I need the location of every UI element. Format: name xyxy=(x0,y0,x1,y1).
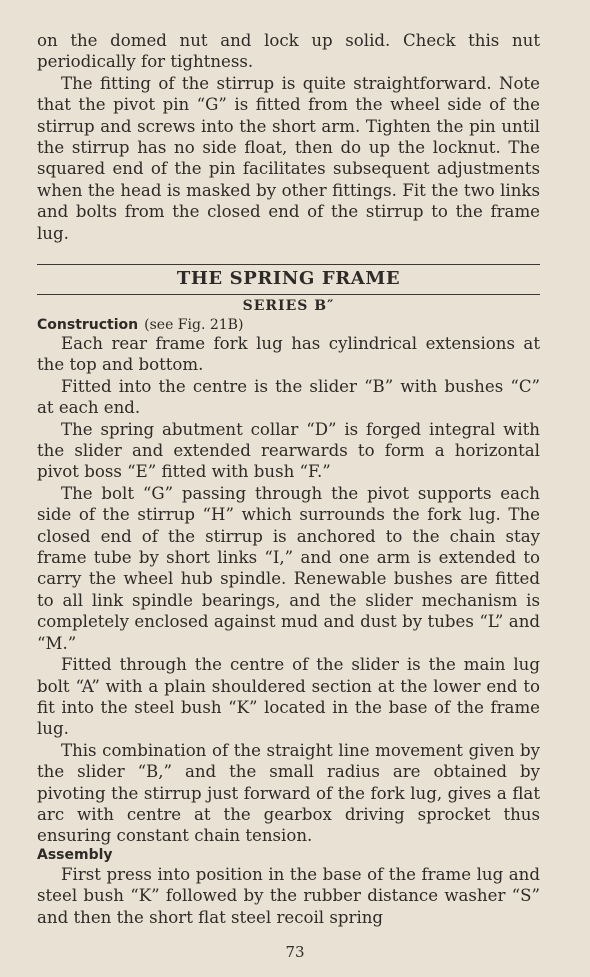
section-title: THE SPRING FRAME xyxy=(176,268,401,289)
assembly-heading: Assembly xyxy=(37,847,113,863)
assembly-text xyxy=(37,864,540,928)
paragraph: Fitted into the centre is the slider “B” with bushes “C” at each end. xyxy=(37,376,540,418)
section-subtitle: SERIES B″ xyxy=(242,298,335,314)
paragraph: Fitted through the centre of the slider is the main lug bolt “A” with a plain shouldered section at the lower end to fit into the steel bush “K” located in the base of the frame lug. xyxy=(37,655,540,739)
paragraph: Each rear frame fork lug has cylindrical extensions at the top and bottom. xyxy=(37,334,540,375)
construction-text xyxy=(37,333,540,847)
paragraph: The bolt “G” passing through the pivot supports each side of the stirrup “H” which surrounds the fork lug. The closed end of the stirrup is anchored to the chain stay frame tube by short links “I,” and one arm is extended to carry the wheel hub spindle. Renewable bushes are fitted to all link spindle bearings, and the slider mechanism is completely enclosed against mud and dust by tubes “L” and “M.” xyxy=(37,483,540,653)
figure-reference: (see Fig. 21B) xyxy=(144,317,244,333)
construction-heading-label: Construction xyxy=(37,317,139,333)
paragraph: The spring abutment collar “D” is forged integral with the slider and extended rearwards to form a horizontal pivot boss “E” fitted with bush “F.” xyxy=(37,419,540,482)
paragraph: First press into position in the base of the frame lug and steel bush “K” followed by the rubber distance washer “S” and then the short flat steel recoil spring xyxy=(37,865,540,927)
paragraph: This combination of the straight line movement given by the slider “B,” and the small radius are obtained by pivoting the stirrup just forward of the fork lug, gives a flat arc with centre at the gearbox driving sprocket thus ensuring constant chain tension. xyxy=(37,740,540,846)
bottom-rule xyxy=(37,294,540,295)
construction-heading xyxy=(37,317,243,333)
page-number: 73 xyxy=(285,943,305,961)
paragraph: on the domed nut and lock up solid. Check this nut periodically for tightness. xyxy=(37,31,540,72)
top-rule xyxy=(37,264,540,265)
intro-text xyxy=(37,30,540,244)
paragraph: The fitting of the stirrup is quite straightforward. Note that the pivot pin “G” is fitted from the wheel side of the stirrup and screws into the short arm. Tighten the pin until the stirrup has no side float, then do up the locknut. The squared end of the pin facilitates subsequent adjustments when the head is masked by other fittings. Fit the two links and bolts from the closed end of the stirrup to the frame lug. xyxy=(37,73,540,243)
